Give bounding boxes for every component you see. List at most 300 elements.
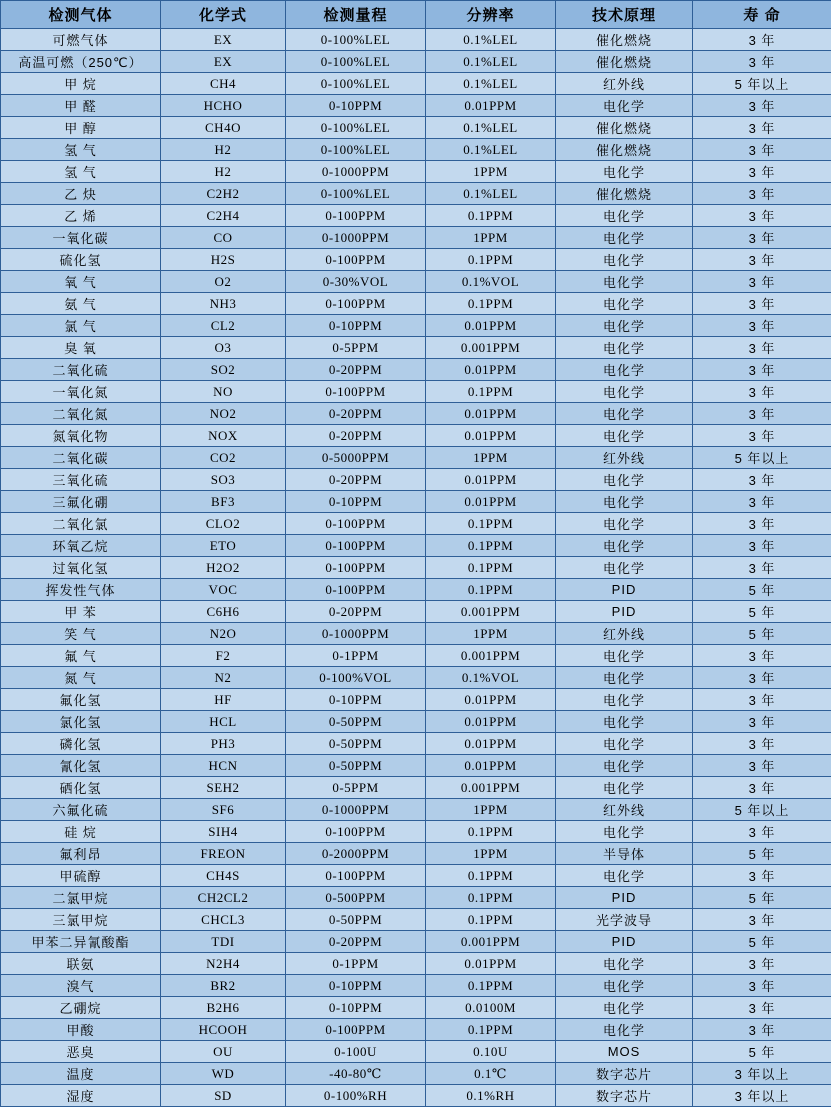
cell-gas: 乙硼烷 <box>1 997 161 1019</box>
cell-principle: 电化学 <box>556 227 693 249</box>
table-row <box>1 865 831 887</box>
table-row <box>1 755 831 777</box>
cell-formula: N2H4 <box>161 953 286 975</box>
cell-principle: PID <box>556 579 693 601</box>
cell-formula: C2H2 <box>161 183 286 205</box>
cell-gas: 氮氧化物 <box>1 425 161 447</box>
cell-principle: 红外线 <box>556 73 693 95</box>
table-row <box>1 381 831 403</box>
table-row <box>1 733 831 755</box>
cell-range: 0-1000PPM <box>286 161 426 183</box>
cell-formula: CHCL3 <box>161 909 286 931</box>
cell-resolution: 0.1%LEL <box>426 139 556 161</box>
cell-formula: VOC <box>161 579 286 601</box>
cell-range: 0-10PPM <box>286 491 426 513</box>
cell-formula: EX <box>161 51 286 73</box>
cell-principle: 电化学 <box>556 271 693 293</box>
cell-gas: 三氯甲烷 <box>1 909 161 931</box>
cell-range: 0-500PPM <box>286 887 426 909</box>
cell-resolution: 0.001PPM <box>426 337 556 359</box>
table-row <box>1 645 831 667</box>
table-row <box>1 997 831 1019</box>
cell-gas: 甲硫醇 <box>1 865 161 887</box>
cell-gas: 甲 苯 <box>1 601 161 623</box>
column-header-gas: 检测气体 <box>1 1 161 29</box>
column-header-principle: 技术原理 <box>556 1 693 29</box>
cell-gas: 联氨 <box>1 953 161 975</box>
cell-lifetime: 3 年 <box>693 975 831 997</box>
cell-resolution: 0.01PPM <box>426 689 556 711</box>
cell-range: 0-100%LEL <box>286 117 426 139</box>
cell-gas: 氯 气 <box>1 315 161 337</box>
cell-range: 0-100PPM <box>286 381 426 403</box>
table-row <box>1 73 831 95</box>
cell-gas: 高温可燃（250℃） <box>1 51 161 73</box>
table-row <box>1 249 831 271</box>
table-row <box>1 425 831 447</box>
cell-gas: 氯化氢 <box>1 711 161 733</box>
cell-gas: 氟利昂 <box>1 843 161 865</box>
cell-principle: 电化学 <box>556 359 693 381</box>
cell-gas: 过氧化氢 <box>1 557 161 579</box>
cell-lifetime: 3 年 <box>693 777 831 799</box>
cell-principle: 电化学 <box>556 997 693 1019</box>
cell-range: 0-1000PPM <box>286 227 426 249</box>
cell-range: 0-5000PPM <box>286 447 426 469</box>
cell-lifetime: 3 年 <box>693 821 831 843</box>
cell-lifetime: 3 年 <box>693 667 831 689</box>
cell-gas: 二氯甲烷 <box>1 887 161 909</box>
cell-gas: 甲 烷 <box>1 73 161 95</box>
cell-resolution: 0.1PPM <box>426 557 556 579</box>
cell-lifetime: 3 年 <box>693 381 831 403</box>
cell-principle: 电化学 <box>556 557 693 579</box>
table-row <box>1 601 831 623</box>
cell-resolution: 0.1PPM <box>426 579 556 601</box>
cell-principle: 催化燃烧 <box>556 51 693 73</box>
cell-formula: NH3 <box>161 293 286 315</box>
cell-formula: WD <box>161 1063 286 1085</box>
cell-principle: 催化燃烧 <box>556 139 693 161</box>
cell-gas: 二氧化碳 <box>1 447 161 469</box>
cell-range: 0-100PPM <box>286 557 426 579</box>
cell-formula: SF6 <box>161 799 286 821</box>
cell-gas: 溴气 <box>1 975 161 997</box>
cell-resolution: 0.001PPM <box>426 777 556 799</box>
cell-lifetime: 3 年 <box>693 909 831 931</box>
table-row <box>1 777 831 799</box>
cell-range: 0-10PPM <box>286 95 426 117</box>
cell-formula: HCL <box>161 711 286 733</box>
cell-lifetime: 3 年 <box>693 425 831 447</box>
cell-principle: 电化学 <box>556 953 693 975</box>
table-row <box>1 821 831 843</box>
cell-lifetime: 3 年 <box>693 29 831 51</box>
cell-formula: F2 <box>161 645 286 667</box>
cell-gas: 甲酸 <box>1 1019 161 1041</box>
table-row <box>1 491 831 513</box>
table-row <box>1 469 831 491</box>
cell-range: 0-100PPM <box>286 535 426 557</box>
cell-formula: CL2 <box>161 315 286 337</box>
cell-principle: 电化学 <box>556 381 693 403</box>
cell-principle: 催化燃烧 <box>556 117 693 139</box>
cell-principle: 红外线 <box>556 799 693 821</box>
cell-principle: 电化学 <box>556 645 693 667</box>
cell-range: 0-5PPM <box>286 337 426 359</box>
cell-lifetime: 3 年 <box>693 51 831 73</box>
cell-lifetime: 3 年 <box>693 535 831 557</box>
cell-resolution: 0.1℃ <box>426 1063 556 1085</box>
cell-gas: 氢 气 <box>1 139 161 161</box>
cell-principle: 电化学 <box>556 491 693 513</box>
cell-resolution: 0.001PPM <box>426 931 556 953</box>
cell-range: 0-100PPM <box>286 579 426 601</box>
cell-gas: 氨 气 <box>1 293 161 315</box>
cell-resolution: 0.1%VOL <box>426 667 556 689</box>
table-body <box>1 29 831 1107</box>
cell-principle: 红外线 <box>556 623 693 645</box>
cell-principle: 电化学 <box>556 755 693 777</box>
cell-resolution: 1PPM <box>426 161 556 183</box>
cell-lifetime: 3 年 <box>693 205 831 227</box>
cell-formula: N2O <box>161 623 286 645</box>
table-row <box>1 799 831 821</box>
cell-formula: H2 <box>161 139 286 161</box>
cell-resolution: 0.1PPM <box>426 975 556 997</box>
cell-gas: 氟 气 <box>1 645 161 667</box>
cell-lifetime: 3 年 <box>693 161 831 183</box>
table-row <box>1 183 831 205</box>
cell-formula: SO2 <box>161 359 286 381</box>
table-row <box>1 953 831 975</box>
table-row <box>1 843 831 865</box>
cell-formula: NO <box>161 381 286 403</box>
cell-resolution: 0.01PPM <box>426 95 556 117</box>
cell-gas: 硅 烷 <box>1 821 161 843</box>
cell-principle: 电化学 <box>556 821 693 843</box>
cell-formula: PH3 <box>161 733 286 755</box>
cell-lifetime: 3 年 <box>693 95 831 117</box>
cell-gas: 氮 气 <box>1 667 161 689</box>
cell-range: 0-10PPM <box>286 975 426 997</box>
cell-formula: BR2 <box>161 975 286 997</box>
table-row <box>1 535 831 557</box>
cell-formula: CH2CL2 <box>161 887 286 909</box>
cell-formula: FREON <box>161 843 286 865</box>
cell-principle: 电化学 <box>556 535 693 557</box>
cell-lifetime: 3 年 <box>693 337 831 359</box>
cell-resolution: 0.1%LEL <box>426 73 556 95</box>
cell-lifetime: 5 年 <box>693 1041 831 1063</box>
cell-range: 0-20PPM <box>286 469 426 491</box>
cell-lifetime: 3 年 <box>693 249 831 271</box>
cell-range: 0-1000PPM <box>286 623 426 645</box>
cell-principle: 电化学 <box>556 293 693 315</box>
cell-resolution: 0.1%LEL <box>426 29 556 51</box>
cell-gas: 氧 气 <box>1 271 161 293</box>
cell-resolution: 1PPM <box>426 623 556 645</box>
cell-range: 0-20PPM <box>286 601 426 623</box>
cell-resolution: 0.01PPM <box>426 491 556 513</box>
cell-resolution: 0.1PPM <box>426 821 556 843</box>
cell-principle: PID <box>556 931 693 953</box>
cell-resolution: 0.1%LEL <box>426 183 556 205</box>
cell-gas: 可燃气体 <box>1 29 161 51</box>
cell-resolution: 0.01PPM <box>426 733 556 755</box>
table-row <box>1 271 831 293</box>
cell-formula: HCN <box>161 755 286 777</box>
cell-range: 0-100PPM <box>286 513 426 535</box>
cell-resolution: 1PPM <box>426 799 556 821</box>
cell-resolution: 1PPM <box>426 447 556 469</box>
cell-gas: 二氧化氮 <box>1 403 161 425</box>
cell-principle: 电化学 <box>556 711 693 733</box>
table-row <box>1 315 831 337</box>
cell-resolution: 0.01PPM <box>426 469 556 491</box>
cell-range: 0-1000PPM <box>286 799 426 821</box>
cell-gas: 二氧化硫 <box>1 359 161 381</box>
cell-range: 0-100%VOL <box>286 667 426 689</box>
cell-formula: BF3 <box>161 491 286 513</box>
table-row <box>1 29 831 51</box>
cell-gas: 硒化氢 <box>1 777 161 799</box>
cell-principle: 电化学 <box>556 337 693 359</box>
table-row <box>1 51 831 73</box>
cell-lifetime: 3 年以上 <box>693 1085 831 1107</box>
cell-resolution: 0.10U <box>426 1041 556 1063</box>
cell-resolution: 0.1PPM <box>426 293 556 315</box>
cell-range: 0-100PPM <box>286 821 426 843</box>
cell-range: 0-10PPM <box>286 315 426 337</box>
table-row <box>1 667 831 689</box>
cell-gas: 甲 醛 <box>1 95 161 117</box>
cell-principle: 红外线 <box>556 447 693 469</box>
column-header-range: 检测量程 <box>286 1 426 29</box>
cell-formula: HF <box>161 689 286 711</box>
cell-resolution: 0.1PPM <box>426 249 556 271</box>
cell-formula: SEH2 <box>161 777 286 799</box>
cell-range: 0-100U <box>286 1041 426 1063</box>
cell-resolution: 0.01PPM <box>426 315 556 337</box>
cell-resolution: 0.1PPM <box>426 887 556 909</box>
cell-formula: NOX <box>161 425 286 447</box>
cell-formula: O3 <box>161 337 286 359</box>
table-header <box>1 1 831 29</box>
table-row <box>1 975 831 997</box>
cell-gas: 臭 氧 <box>1 337 161 359</box>
cell-resolution: 0.1%LEL <box>426 51 556 73</box>
table-row <box>1 1063 831 1085</box>
cell-principle: 电化学 <box>556 249 693 271</box>
table-row <box>1 711 831 733</box>
cell-resolution: 0.1PPM <box>426 909 556 931</box>
cell-principle: 催化燃烧 <box>556 29 693 51</box>
table-row <box>1 931 831 953</box>
cell-range: 0-100%LEL <box>286 139 426 161</box>
cell-resolution: 0.1%VOL <box>426 271 556 293</box>
cell-resolution: 0.1%RH <box>426 1085 556 1107</box>
table-row <box>1 689 831 711</box>
cell-lifetime: 3 年 <box>693 359 831 381</box>
cell-lifetime: 3 年以上 <box>693 1063 831 1085</box>
table-row <box>1 1019 831 1041</box>
column-header-formula: 化学式 <box>161 1 286 29</box>
cell-lifetime: 5 年 <box>693 887 831 909</box>
cell-lifetime: 3 年 <box>693 689 831 711</box>
cell-principle: 数字芯片 <box>556 1085 693 1107</box>
cell-resolution: 1PPM <box>426 843 556 865</box>
table-row <box>1 139 831 161</box>
cell-range: 0-100PPM <box>286 1019 426 1041</box>
cell-resolution: 0.0100M <box>426 997 556 1019</box>
cell-principle: PID <box>556 887 693 909</box>
cell-gas: 挥发性气体 <box>1 579 161 601</box>
cell-lifetime: 3 年 <box>693 227 831 249</box>
table-row <box>1 513 831 535</box>
cell-range: 0-100PPM <box>286 293 426 315</box>
cell-principle: 电化学 <box>556 975 693 997</box>
table-row <box>1 447 831 469</box>
cell-lifetime: 3 年 <box>693 645 831 667</box>
cell-lifetime: 3 年 <box>693 183 831 205</box>
column-header-lifetime: 寿 命 <box>693 1 831 29</box>
cell-formula: CO2 <box>161 447 286 469</box>
cell-range: -40-80℃ <box>286 1063 426 1085</box>
cell-resolution: 0.001PPM <box>426 645 556 667</box>
cell-lifetime: 3 年 <box>693 271 831 293</box>
cell-range: 0-20PPM <box>286 425 426 447</box>
cell-gas: 湿度 <box>1 1085 161 1107</box>
cell-range: 0-30%VOL <box>286 271 426 293</box>
cell-lifetime: 3 年 <box>693 139 831 161</box>
cell-principle: 电化学 <box>556 865 693 887</box>
cell-gas: 氢 气 <box>1 161 161 183</box>
cell-range: 0-50PPM <box>286 755 426 777</box>
cell-resolution: 0.01PPM <box>426 711 556 733</box>
cell-range: 0-20PPM <box>286 931 426 953</box>
cell-lifetime: 3 年 <box>693 953 831 975</box>
column-header-resolution: 分辨率 <box>426 1 556 29</box>
table-row <box>1 205 831 227</box>
cell-range: 0-100PPM <box>286 205 426 227</box>
cell-resolution: 0.1PPM <box>426 865 556 887</box>
cell-range: 0-100PPM <box>286 249 426 271</box>
cell-gas: 一氧化碳 <box>1 227 161 249</box>
table-row <box>1 887 831 909</box>
table-row <box>1 909 831 931</box>
cell-lifetime: 3 年 <box>693 557 831 579</box>
cell-resolution: 0.1%LEL <box>426 117 556 139</box>
cell-formula: C2H4 <box>161 205 286 227</box>
cell-gas: 氰化氢 <box>1 755 161 777</box>
cell-formula: NO2 <box>161 403 286 425</box>
cell-range: 0-10PPM <box>286 997 426 1019</box>
cell-gas: 甲 醇 <box>1 117 161 139</box>
cell-formula: CH4 <box>161 73 286 95</box>
cell-formula: H2 <box>161 161 286 183</box>
cell-lifetime: 3 年 <box>693 117 831 139</box>
cell-resolution: 0.01PPM <box>426 403 556 425</box>
cell-lifetime: 5 年 <box>693 601 831 623</box>
cell-principle: 电化学 <box>556 689 693 711</box>
cell-lifetime: 3 年 <box>693 403 831 425</box>
cell-range: 0-10PPM <box>286 689 426 711</box>
cell-formula: N2 <box>161 667 286 689</box>
cell-formula: H2O2 <box>161 557 286 579</box>
cell-principle: 半导体 <box>556 843 693 865</box>
cell-principle: MOS <box>556 1041 693 1063</box>
cell-gas: 磷化氢 <box>1 733 161 755</box>
cell-formula: EX <box>161 29 286 51</box>
cell-range: 0-1PPM <box>286 645 426 667</box>
cell-lifetime: 3 年 <box>693 1019 831 1041</box>
cell-resolution: 0.1PPM <box>426 205 556 227</box>
table-row <box>1 117 831 139</box>
cell-gas: 恶臭 <box>1 1041 161 1063</box>
cell-formula: CLO2 <box>161 513 286 535</box>
cell-lifetime: 5 年 <box>693 579 831 601</box>
cell-resolution: 0.1PPM <box>426 513 556 535</box>
cell-principle: 电化学 <box>556 95 693 117</box>
cell-gas: 氟化氢 <box>1 689 161 711</box>
cell-principle: 电化学 <box>556 469 693 491</box>
cell-resolution: 1PPM <box>426 227 556 249</box>
cell-gas: 温度 <box>1 1063 161 1085</box>
table-row <box>1 579 831 601</box>
cell-gas: 笑 气 <box>1 623 161 645</box>
table-row <box>1 1085 831 1107</box>
cell-formula: SIH4 <box>161 821 286 843</box>
cell-gas: 三氧化硫 <box>1 469 161 491</box>
cell-formula: CH4O <box>161 117 286 139</box>
cell-gas: 三氟化硼 <box>1 491 161 513</box>
cell-gas: 乙 炔 <box>1 183 161 205</box>
cell-range: 0-5PPM <box>286 777 426 799</box>
cell-lifetime: 3 年 <box>693 315 831 337</box>
cell-formula: CO <box>161 227 286 249</box>
table-row <box>1 227 831 249</box>
cell-range: 0-50PPM <box>286 711 426 733</box>
cell-gas: 甲苯二异氰酸酯 <box>1 931 161 953</box>
cell-formula: HCOOH <box>161 1019 286 1041</box>
cell-principle: 电化学 <box>556 733 693 755</box>
cell-lifetime: 3 年 <box>693 711 831 733</box>
cell-range: 0-100%RH <box>286 1085 426 1107</box>
cell-range: 0-100%LEL <box>286 51 426 73</box>
cell-lifetime: 3 年 <box>693 469 831 491</box>
cell-formula: C6H6 <box>161 601 286 623</box>
cell-formula: O2 <box>161 271 286 293</box>
cell-resolution: 0.1PPM <box>426 535 556 557</box>
cell-range: 0-100%LEL <box>286 29 426 51</box>
cell-formula: TDI <box>161 931 286 953</box>
cell-range: 0-2000PPM <box>286 843 426 865</box>
cell-resolution: 0.01PPM <box>426 425 556 447</box>
table-header-row <box>1 1 831 29</box>
cell-formula: CH4S <box>161 865 286 887</box>
cell-resolution: 0.01PPM <box>426 359 556 381</box>
cell-principle: 数字芯片 <box>556 1063 693 1085</box>
cell-gas: 乙 烯 <box>1 205 161 227</box>
cell-range: 0-20PPM <box>286 403 426 425</box>
cell-lifetime: 3 年 <box>693 865 831 887</box>
cell-lifetime: 3 年 <box>693 293 831 315</box>
cell-principle: PID <box>556 601 693 623</box>
cell-principle: 电化学 <box>556 315 693 337</box>
cell-resolution: 0.1PPM <box>426 1019 556 1041</box>
cell-lifetime: 5 年以上 <box>693 73 831 95</box>
